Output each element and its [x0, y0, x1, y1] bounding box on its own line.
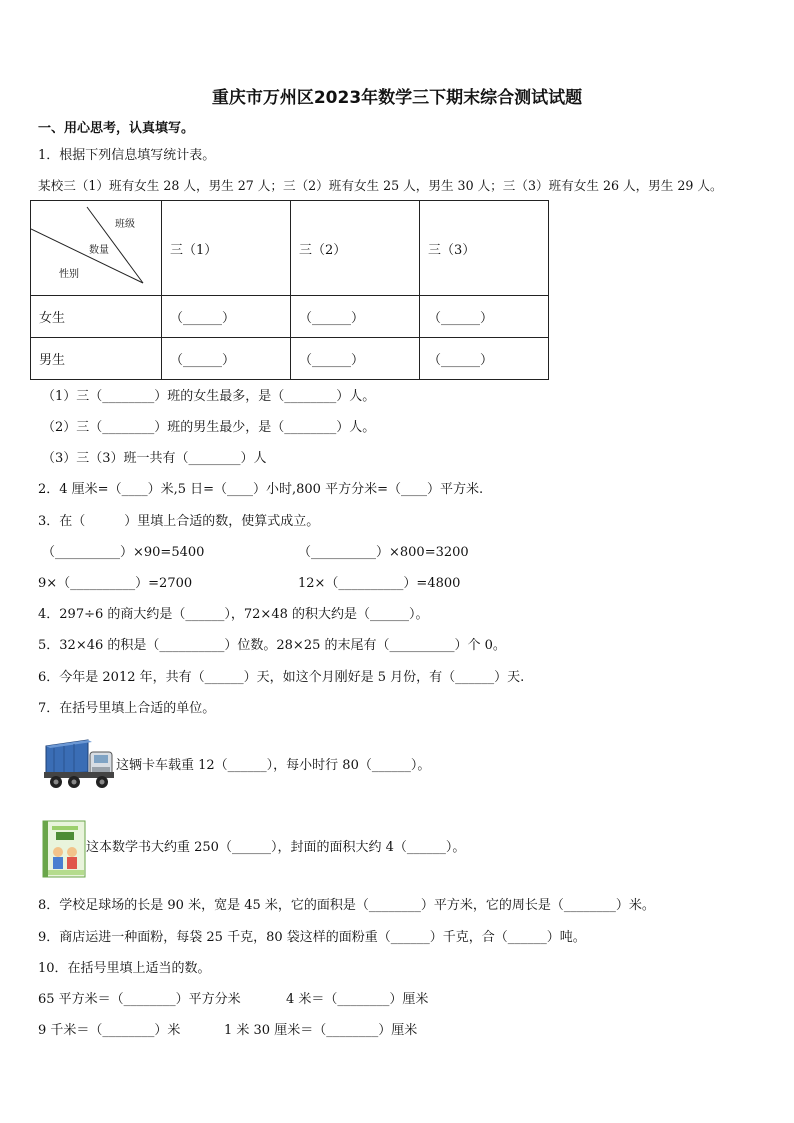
question-4: 4．297÷6 的商大约是（______），72×48 的积大约是（______）。	[38, 607, 429, 622]
section-heading: 一、用心思考，认真填写。	[38, 121, 195, 136]
answer-blank[interactable]: （______）	[291, 296, 420, 338]
answer-blank[interactable]: （______）	[162, 338, 291, 380]
answer-blank[interactable]: （______）	[420, 338, 549, 380]
question-3: 3．在（ ）里填上合适的数，使算式成立。	[38, 514, 320, 529]
question-1-sub-2: （2）三（________）班的男生最少，是（________）人。	[42, 420, 376, 435]
header-count-label: 数量	[89, 245, 109, 256]
question-7-truck: 这辆卡车载重 12（______），每小时行 80（______）。	[116, 758, 431, 773]
header-class-label: 班级	[115, 219, 135, 230]
question-10-b: 4 米＝（________）厘米	[286, 992, 429, 1007]
row-label-girls: 女生	[31, 296, 162, 338]
truck-icon	[42, 738, 116, 790]
answer-blank[interactable]: （______）	[162, 296, 291, 338]
column-header-2: 三（2）	[291, 201, 420, 296]
question-2: 2．4 厘米=（____）米,5 日=（____）小时,800 平方分米=（____）平方米.	[38, 482, 484, 497]
question-6: 6．今年是 2012 年，共有（______）天，如这个月刚好是 5 月份，有（______）天.	[38, 670, 525, 685]
question-10-c: 9 千米＝（________）米	[38, 1023, 181, 1038]
question-7: 7．在括号里填上合适的单位。	[38, 701, 216, 716]
answer-blank[interactable]: （______）	[291, 338, 420, 380]
column-header-1: 三（1）	[162, 201, 291, 296]
question-1-sub-1: （1）三（________）班的女生最多，是（________）人。	[42, 389, 376, 404]
question-8: 8．学校足球场的长是 90 米，宽是 45 米，它的面积是（________）平方米，它的周长是（________）米。	[38, 898, 655, 913]
question-1: 1．根据下列信息填写统计表。	[38, 148, 216, 163]
question-7-book: 这本数学书大约重 250（______），封面的面积大约 4（______）。	[86, 840, 466, 855]
question-3-b: （__________）×800=3200	[298, 545, 469, 560]
question-10-a: 65 平方米＝（________）平方分米	[38, 992, 241, 1007]
question-3-a: （__________）×90=5400	[42, 545, 205, 560]
question-1-sub-3: （3）三（3）班一共有（________）人	[42, 451, 267, 466]
book-icon	[42, 820, 86, 878]
answer-blank[interactable]: （______）	[420, 296, 549, 338]
statistics-table	[30, 200, 549, 380]
diagonal-header-cell	[31, 201, 162, 296]
column-header-3: 三（3）	[420, 201, 549, 296]
question-9: 9．商店运进一种面粉，每袋 25 千克，80 袋这样的面粉重（______）千克，合（______）吨。	[38, 930, 586, 945]
header-gender-label: 性别	[59, 269, 79, 280]
question-3-c: 9×（__________）=2700	[38, 576, 193, 591]
page-title: 重庆市万州区2023年数学三下期末综合测试试题	[211, 88, 583, 108]
question-10-d: 1 米 30 厘米＝（________）厘米	[224, 1023, 418, 1038]
question-10: 10．在括号里填上适当的数。	[38, 961, 211, 976]
row-label-boys: 男生	[31, 338, 162, 380]
question-5: 5．32×46 的积是（__________）位数。28×25 的末尾有（__________）个 0。	[38, 638, 506, 653]
question-3-d: 12×（__________）=4800	[298, 576, 461, 591]
question-1-info: 某校三（1）班有女生 28 人，男生 27 人；三（2）班有女生 25 人，男生 30 人；三（3）班有女生 26 人，男生 29 人。	[38, 178, 723, 193]
